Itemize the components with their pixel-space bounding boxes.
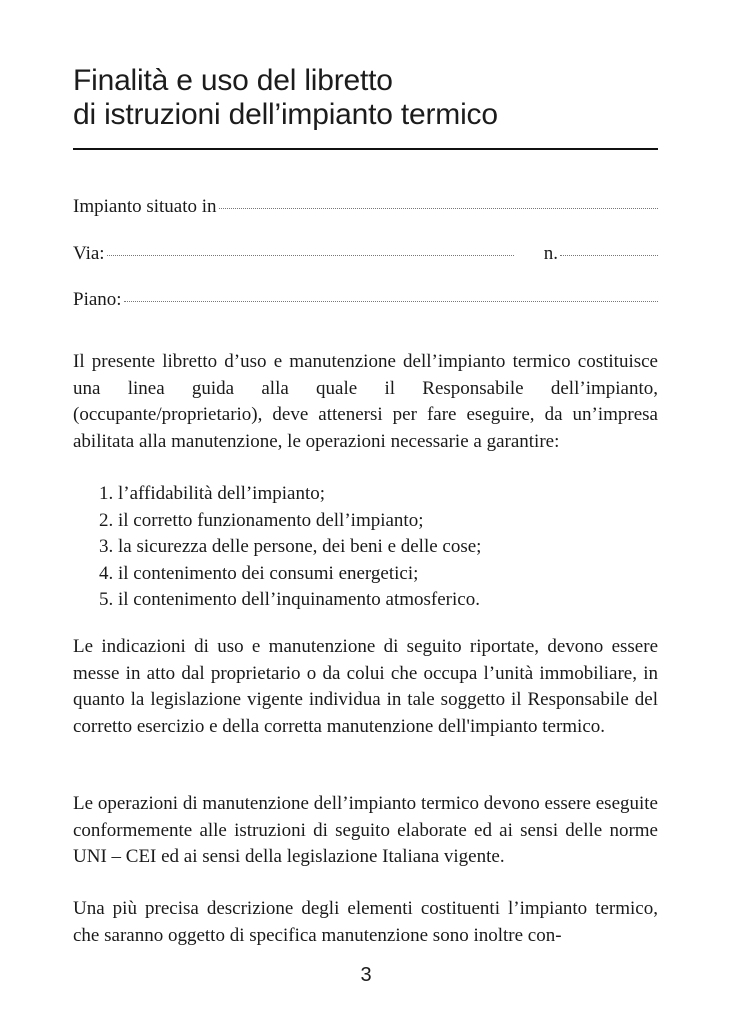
page-title bbox=[73, 64, 663, 132]
list-item: 1. l’affidabilità dell’impianto; bbox=[99, 483, 326, 504]
list-item: 4. il contenimento dei consumi energetici; bbox=[99, 562, 419, 584]
impianto-label: Impianto situato in bbox=[73, 196, 217, 217]
page-number: 3 bbox=[360, 964, 372, 986]
list-item: 5. il contenimento dell’inquinamento atmosferico. bbox=[99, 589, 480, 610]
via-field bbox=[73, 243, 658, 265]
operazioni-paragraph: Le operazioni di manutenzione dell’impianto termico devono essere eseguite conformemente alle istruzioni di seguito elaborate ed ai sensi delle norme UNI – CEI ed ai sensi della legislazione Italiana vigente. bbox=[73, 793, 658, 867]
piano-label: Piano: bbox=[73, 289, 122, 310]
piano-dotted-line bbox=[124, 300, 658, 302]
via-label: Via: bbox=[73, 243, 105, 264]
page-title-line-2: di istruzioni dell’impianto termico bbox=[73, 98, 498, 131]
list-item: 2. il corretto funzionamento dell’impianto; bbox=[99, 509, 424, 531]
via-dotted-line bbox=[107, 254, 514, 256]
page-title-line-1: Finalità e uso del libretto bbox=[73, 64, 393, 97]
list-item: 3. la sicurezza delle persone, dei beni e delle cose; bbox=[99, 536, 482, 557]
intro-paragraph: Il presente libretto d’uso e manutenzione dell’impianto termico costituisce una linea guida alla quale il Responsabile dell’impianto, (occupante/proprietario), deve attenersi per fare eseguire, da un’impresa abilitata alla manutenzione, le operazioni necessarie a garantire: bbox=[73, 351, 658, 452]
descrizione-paragraph: Una più precisa descrizione degli elementi costituenti l’impianto termico, che saranno oggetto di specifica manutenzione sono inoltre con- bbox=[73, 898, 658, 946]
piano-field bbox=[73, 289, 658, 311]
impianto-field bbox=[73, 196, 658, 218]
title-divider bbox=[73, 148, 658, 150]
guarantees-list bbox=[99, 481, 659, 614]
indicazioni-paragraph: Le indicazioni di uso e manutenzione di seguito riportate, devono essere messe in atto dal proprietario o da colui che occupa l’unità immobiliare, in quanto la legislazione vigente individua in tale soggetto il Responsabile del corretto esercizio e della corretta manutenzione dell'impianto termico. bbox=[73, 636, 658, 737]
numero-label: n. bbox=[543, 243, 558, 264]
impianto-dotted-line bbox=[219, 207, 658, 209]
numero-dotted-line bbox=[560, 254, 658, 256]
